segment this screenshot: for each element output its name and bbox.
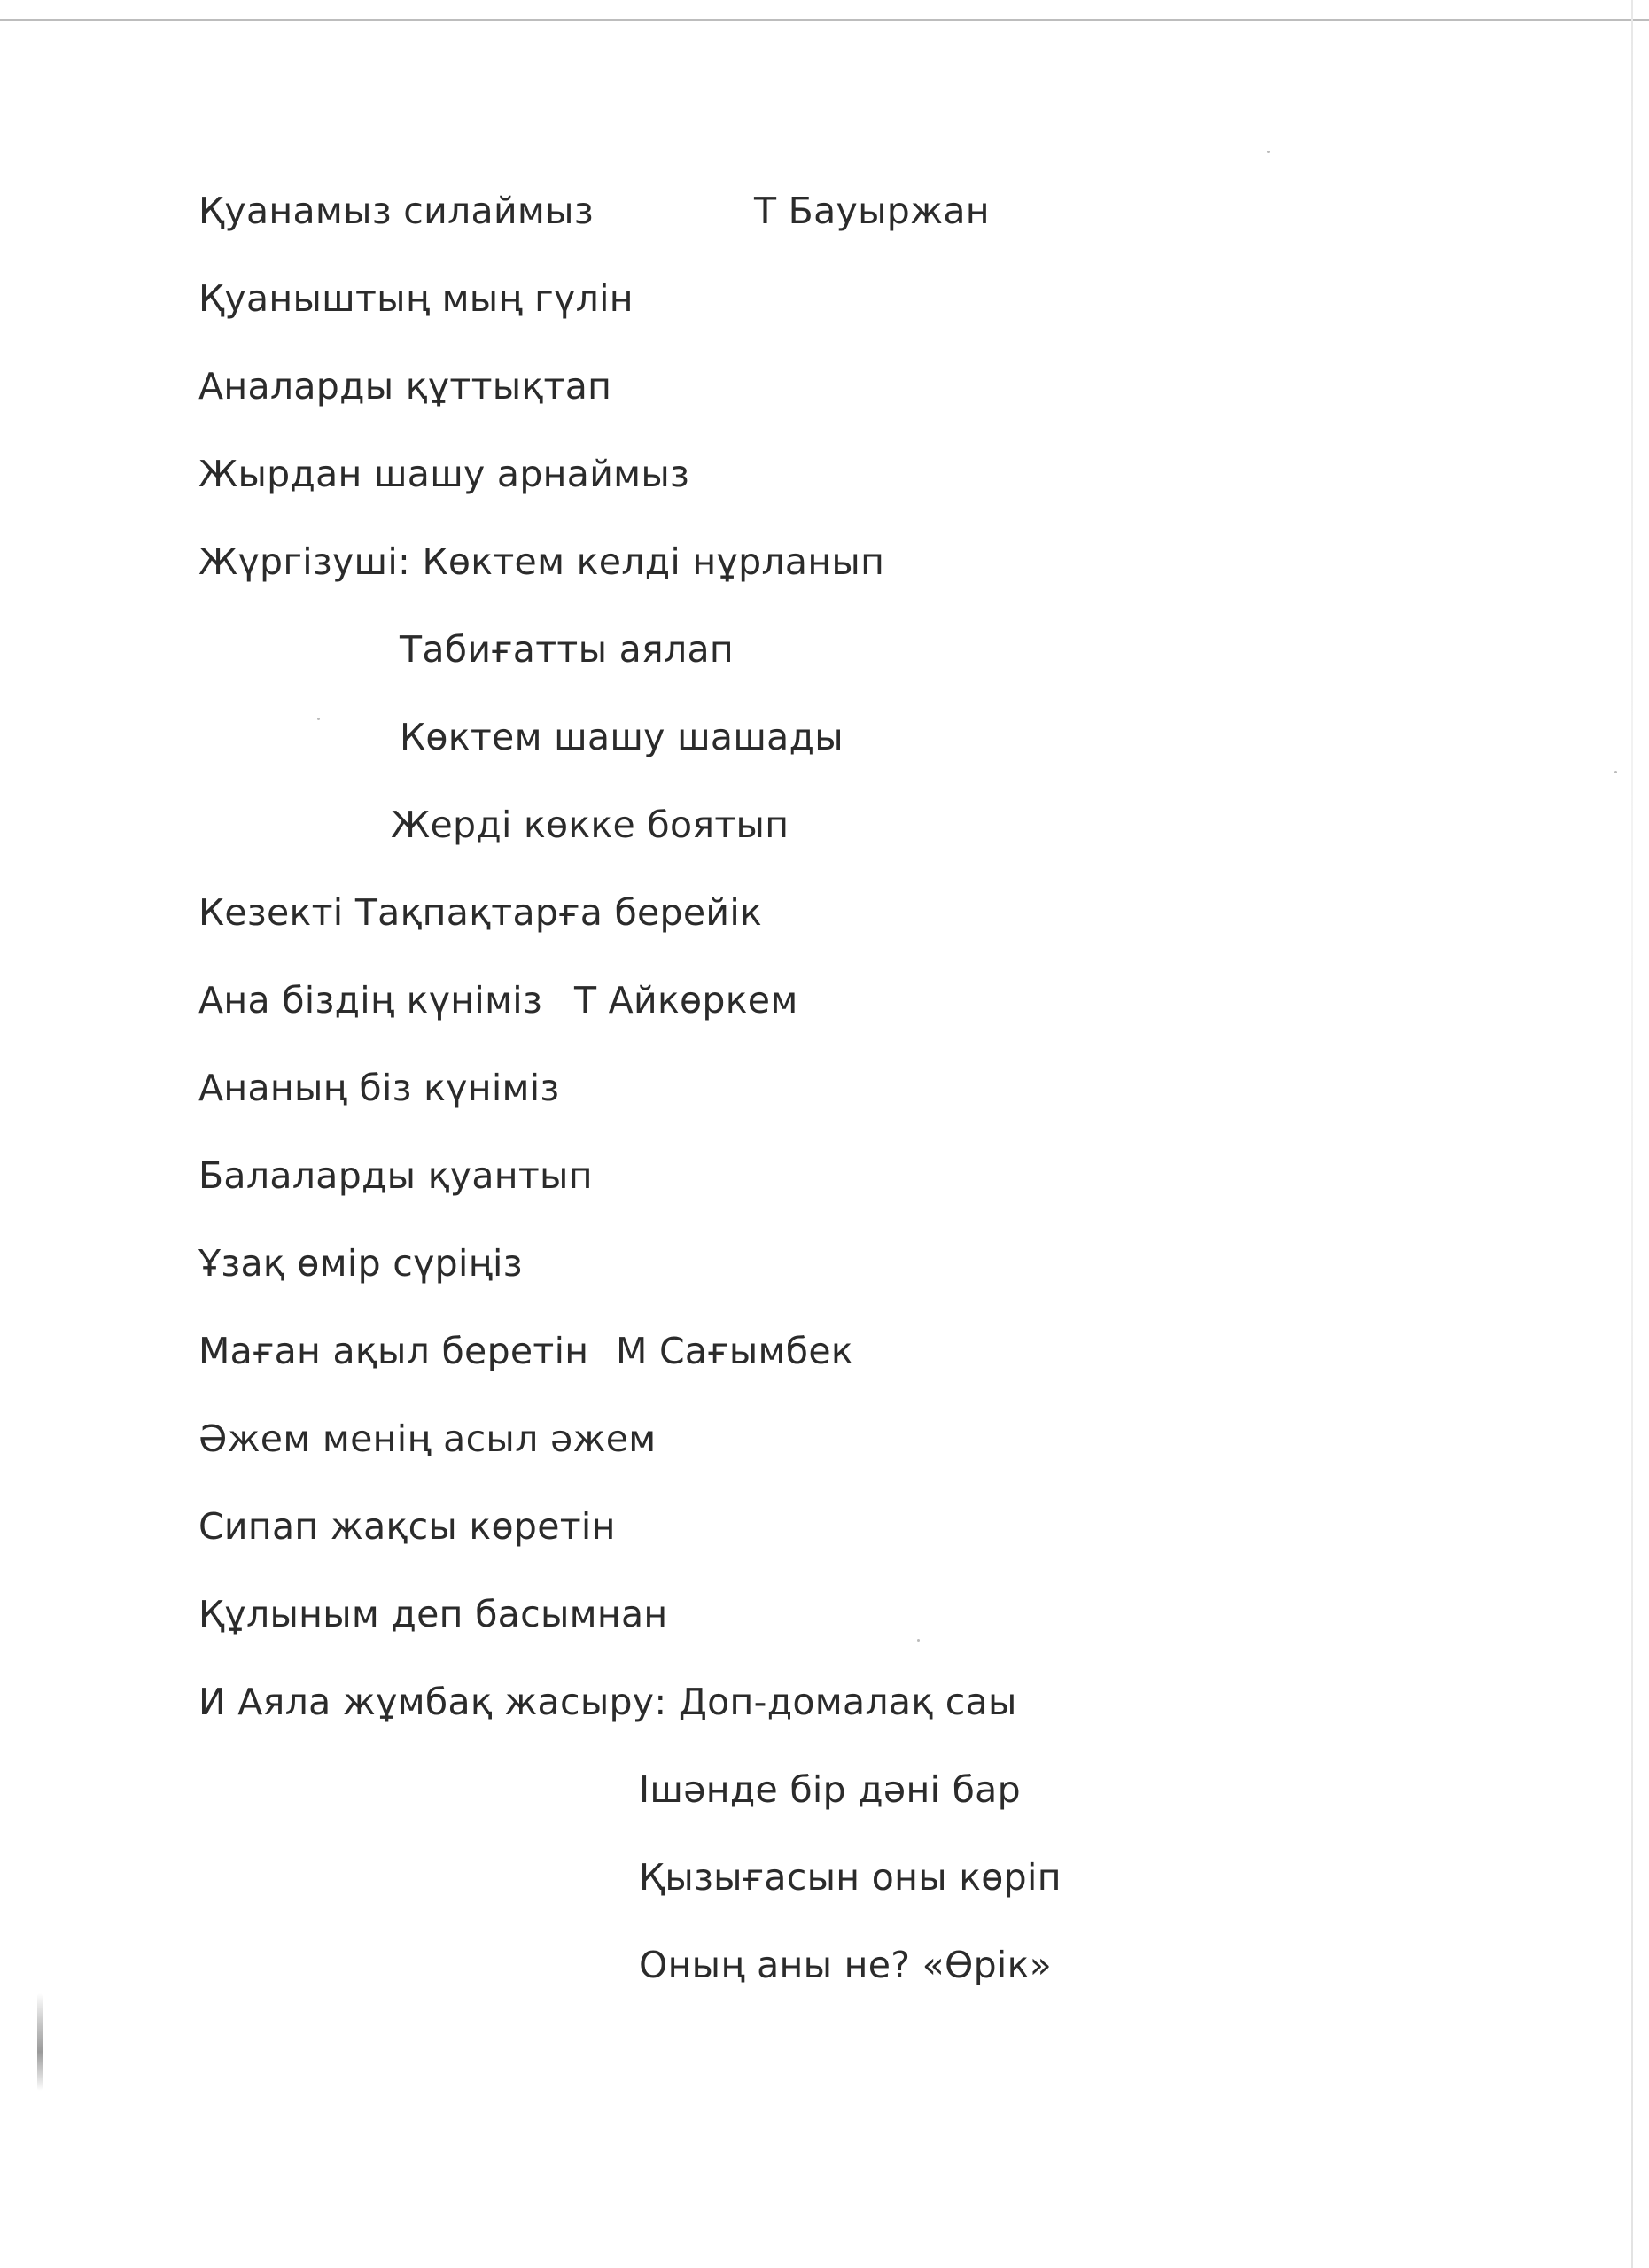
poem-line: И Аяла жұмбақ жасыру: Доп-домалақ саы [198,1681,1017,1723]
scan-speck [917,1639,920,1642]
scan-speck [1614,771,1617,773]
poem-line: Құлыным деп басымнан [198,1593,668,1635]
poem-line: Жүргізуші: Көктем келді нұрланып [198,540,885,583]
poem-line: Қызығасын оны көріп [639,1856,1062,1899]
poem-line: Ананың біз күніміз [198,1067,560,1109]
poem-line: Ішәнде бір дәні бар [639,1768,1021,1811]
author-credit: М Сағымбек [616,1330,853,1372]
poem-line: Кезекті Тақпақтарға берейік [198,891,763,934]
poem-line: Аналарды құттықтап [198,365,612,408]
poem-line: Сипап жақсы көретін [198,1505,616,1548]
scan-speck [1267,151,1270,153]
scan-speck [317,718,320,720]
poem-line: Қуанамыз силаймыз [198,190,594,232]
poem-line: Көктем шашу шашады [400,716,844,758]
scan-left-mark [37,1993,43,2091]
poem-line: Ұзақ өмір сүріңіз [198,1242,523,1285]
author-credit: Т Бауыржан [754,190,990,232]
author-credit: Т Айкөркем [574,979,798,1021]
scan-top-edge [0,19,1649,21]
poem-line: Ана біздің күніміз [198,979,543,1021]
poem-line: Жерді көкке боятып [391,804,789,846]
poem-line: Табиғатты аялап [400,628,735,671]
poem-line: Маған ақыл беретін [198,1330,589,1372]
poem-line: Балаларды қуантып [198,1154,593,1197]
scan-right-edge [1631,0,1633,2268]
poem-line: Оның аны не? «Өрік» [639,1944,1053,1986]
poem-line: Жырдан шашу арнаймыз [198,453,690,495]
poem-line: Қуаныштың мың гүлін [198,277,634,320]
poem-line: Әжем менің асыл әжем [198,1418,657,1460]
